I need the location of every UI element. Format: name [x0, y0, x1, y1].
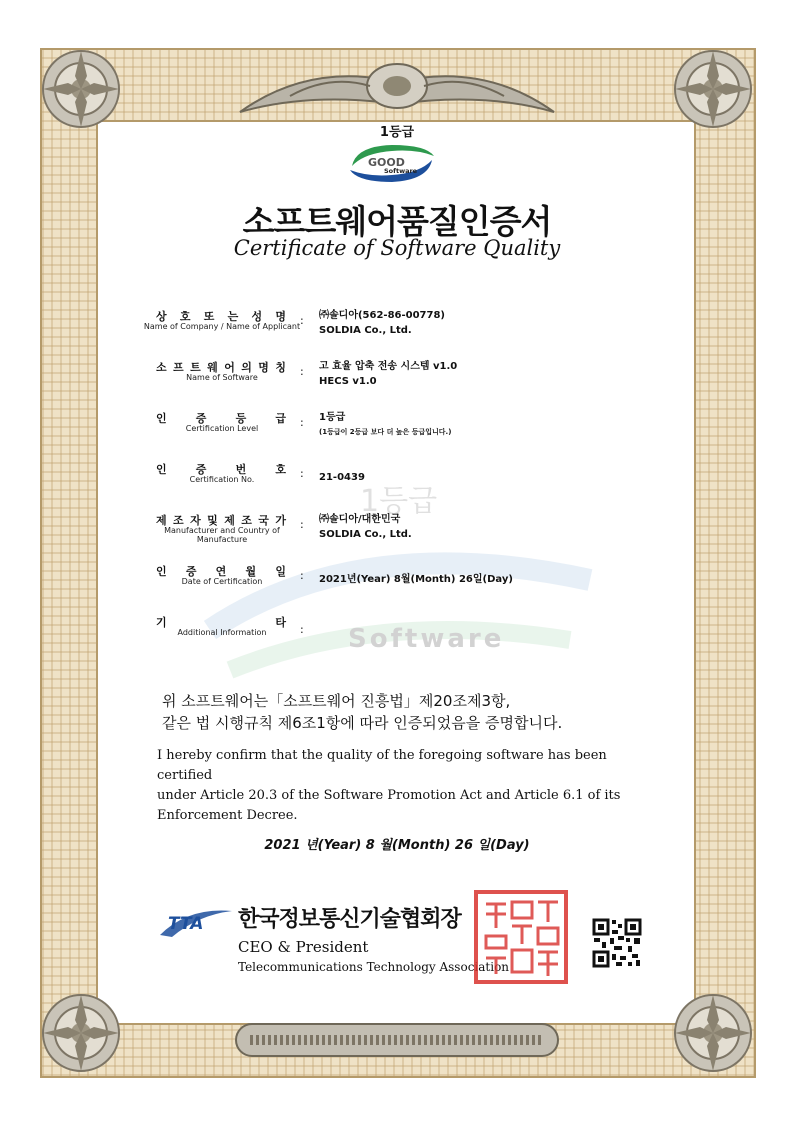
qr-code-icon	[592, 918, 642, 968]
official-seal-icon	[472, 888, 570, 986]
company-value: ㈜솔디아(562-86-00778)	[319, 310, 446, 321]
field-label-en: Certification Level	[185, 424, 259, 433]
tta-logo	[158, 905, 234, 939]
corner-ornament-icon	[38, 990, 124, 1076]
date-value: 2021년(Year) 8월(Month) 26일(Day)	[319, 574, 513, 585]
issuer-org-english: Telecommunications Technology Association	[238, 960, 510, 974]
issuer-org-korean: 한국정보통신기술협회장	[238, 907, 461, 932]
field-label-ko: 제 조 자 및 제 조 국 가	[156, 514, 286, 527]
title-english: Certificate of Software Quality	[233, 236, 561, 260]
watermark-software: Software	[348, 624, 505, 654]
field-label-en: Manufacturer and Country of Manufacture	[164, 526, 280, 544]
issuer-title: CEO & President	[238, 938, 369, 956]
field-software-name	[140, 359, 700, 399]
declaration-ko-line: 같은 법 시행규칙 제6조1항에 따라 인증되었음을 증명합니다.	[162, 714, 563, 732]
manufacturer-value-en: SOLDIA Co., Ltd.	[319, 529, 412, 540]
field-label-en: Name of Software	[186, 373, 258, 382]
good-software-logo	[346, 140, 438, 186]
field-label-ko: 소 프 트 웨 어 의 명 칭	[156, 361, 286, 374]
manufacturer-value: ㈜솔디아/대한민국	[319, 514, 401, 525]
watermark-grade: 1등급	[360, 484, 438, 519]
field-certification-level	[140, 410, 700, 450]
field-label-ko: 인 증 번 호	[156, 463, 286, 476]
declaration-en-line: Enforcement Decree.	[157, 808, 298, 823]
top-crest-ornament-icon	[230, 52, 564, 124]
bottom-band-ornament-icon	[230, 1010, 564, 1070]
corner-ornament-icon	[670, 990, 756, 1076]
field-value	[319, 410, 451, 440]
field-label-en: Additional Information	[177, 628, 267, 637]
field-colon: :	[300, 365, 304, 378]
issue-date: 2021 년(Year) 8 월(Month) 26 일(Day)	[264, 838, 530, 853]
logo-good-text: GOOD	[368, 156, 405, 169]
declaration-en-line: I hereby confirm that the quality of the foregoing software has been certified	[157, 748, 607, 783]
cert-no-value: 21-0439	[319, 472, 365, 483]
declaration-english	[157, 746, 657, 826]
logo-software-text: Software	[384, 167, 418, 175]
declaration-ko-line: 위 소프트웨어는「소프트웨어 진흥법」제20조제3항,	[162, 692, 511, 710]
field-value	[319, 308, 445, 338]
field-colon: :	[300, 314, 304, 327]
level-value: 1등급	[319, 412, 346, 423]
level-note: (1등급이 2등급 보다 더 높은 등급입니다.)	[319, 428, 452, 436]
field-label-ko: 상 호 또 는 성 명	[156, 310, 286, 323]
company-value-en: SOLDIA Co., Ltd.	[319, 325, 412, 336]
field-colon: :	[300, 518, 304, 531]
field-label-ko: 인 증 등 급	[156, 412, 286, 425]
field-label-ko: 기 타	[156, 616, 286, 629]
title-korean: 소프트웨어품질인증서	[242, 202, 552, 241]
software-name-value: 고 효율 압축 전송 시스템 v1.0	[319, 361, 458, 372]
field-label-en: Date of Certification	[181, 577, 263, 586]
field-colon: :	[300, 467, 304, 480]
field-colon: :	[300, 623, 304, 636]
corner-ornament-icon	[38, 46, 124, 132]
field-additional-info	[140, 614, 700, 654]
field-manufacturer	[140, 512, 700, 552]
field-company	[140, 308, 700, 348]
field-value	[319, 359, 457, 389]
field-date	[140, 563, 700, 603]
field-label-ko: 인 증 연 월 일	[156, 565, 286, 578]
tta-logo-text: TTA	[168, 914, 204, 934]
field-value	[319, 512, 412, 542]
field-certification-no	[140, 461, 700, 501]
field-colon: :	[300, 569, 304, 582]
field-label-en: Certification No.	[189, 475, 255, 484]
certificate-grade: 1등급	[379, 125, 415, 140]
declaration-korean	[162, 690, 642, 734]
software-name-value-en: HECS v1.0	[319, 376, 377, 387]
declaration-en-line: under Article 20.3 of the Software Promotion Act and Article 6.1 of its	[157, 788, 621, 803]
field-colon: :	[300, 416, 304, 429]
field-label-en: Name of Company / Name of Applicant	[143, 322, 301, 331]
corner-ornament-icon	[670, 46, 756, 132]
